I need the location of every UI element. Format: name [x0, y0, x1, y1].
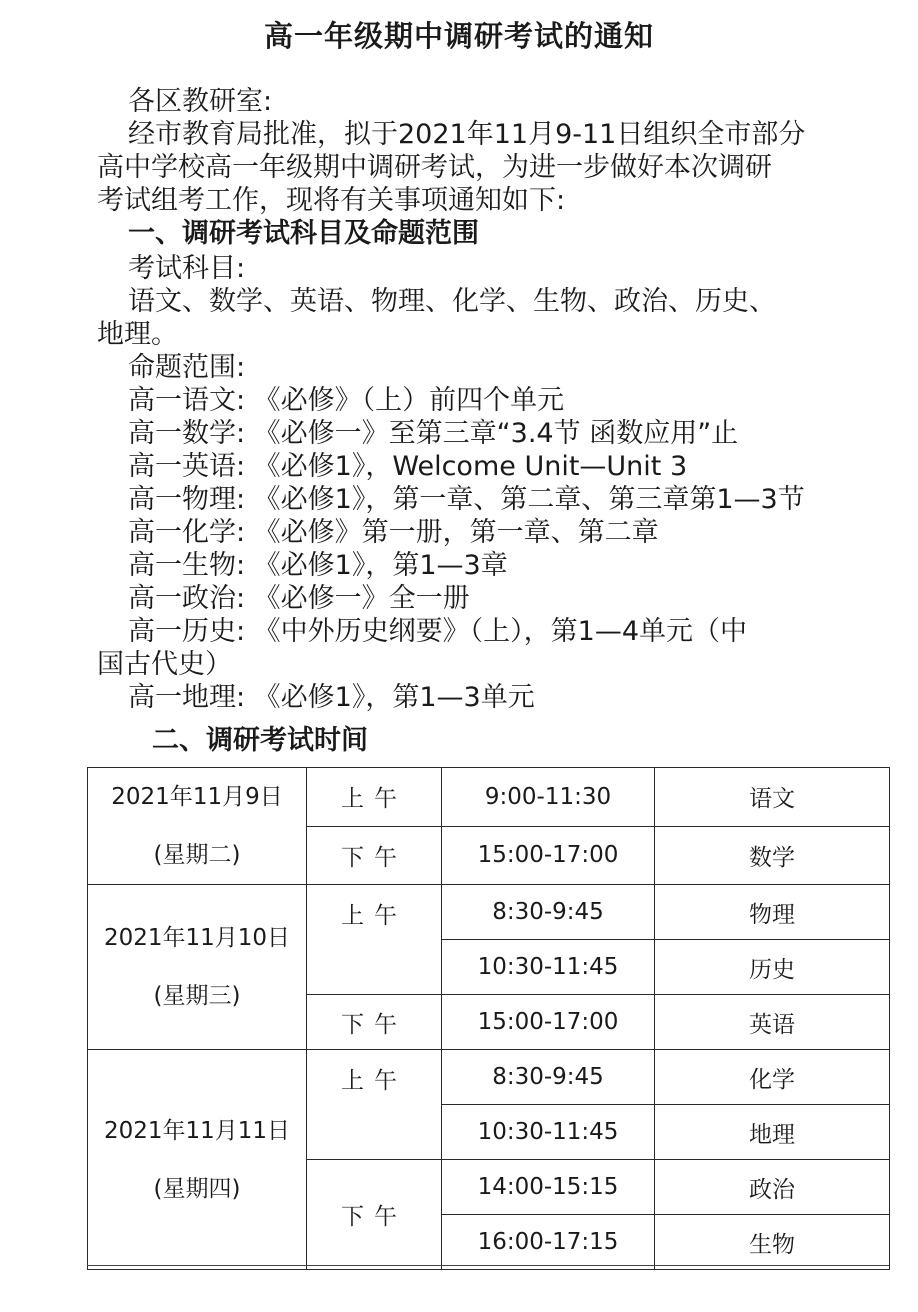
- scope-geography: 高一地理: 《必修1》，第1—3单元: [128, 682, 535, 713]
- scope-chemistry: 高一化学: 《必修》第一册，第一章、第二章: [128, 517, 659, 548]
- period-text: 上午: [341, 903, 407, 929]
- scope-history-cont: 国古代史）: [97, 649, 232, 680]
- document-title: 高一年级期中调研考试的通知: [263, 19, 654, 53]
- period-cell: [307, 768, 442, 827]
- table-row: [88, 768, 890, 827]
- scope-biology: 高一生物: 《必修1》，第1—3章: [128, 550, 508, 581]
- intro-line-3: 考试组考工作，现将有关事项通知如下:: [97, 185, 566, 216]
- date-cell: [88, 1050, 307, 1270]
- subject-cell: 化学: [655, 1050, 890, 1105]
- time-cell: 14:00-15:15: [442, 1160, 655, 1215]
- scope-label: 命题范围:: [128, 352, 246, 383]
- period-text: 上午: [341, 786, 407, 813]
- scope-physics: 高一物理: 《必修1》，第一章、第二章、第三章第1—3节: [128, 484, 805, 515]
- scope-history: 高一历史: 《中外历史纲要》（上），第1—4单元（中: [128, 616, 748, 647]
- subject-cell: 物理: [655, 885, 890, 940]
- time-cell: 15:00-17:00: [442, 826, 655, 885]
- scope-english: 高一英语: 《必修1》，Welcome Unit—Unit 3: [128, 451, 688, 482]
- time-cell: 10:30-11:45: [442, 1105, 655, 1160]
- weekday-text: (星期四): [153, 1175, 241, 1202]
- subject-cell: 政治: [655, 1160, 890, 1215]
- intro-line-1: 经市教育局批准，拟于2021年11月9-11日组织全市部分: [128, 119, 806, 150]
- period-cell: [307, 826, 442, 885]
- period-cell: [307, 995, 442, 1050]
- subject-cell: 数学: [655, 826, 890, 885]
- table-row: [88, 885, 890, 940]
- subject-cell: 历史: [655, 940, 890, 995]
- scope-math: 高一数学: 《必修一》至第三章“3.4节 函数应用”止: [128, 418, 739, 449]
- subjects-line-2: 地理。: [97, 319, 178, 350]
- page-bottom-rule: [87, 1265, 889, 1266]
- subject-cell: 地理: [655, 1105, 890, 1160]
- subject-cell: 语文: [655, 768, 890, 827]
- period-text: 下午: [341, 1011, 407, 1038]
- period-cell: [307, 885, 442, 995]
- weekday-text: (星期二): [153, 842, 241, 868]
- date-cell: [88, 768, 307, 885]
- scope-politics: 高一政治: 《必修一》全一册: [128, 583, 470, 614]
- period-text: 下午: [341, 1204, 407, 1230]
- period-cell: [307, 1050, 442, 1160]
- weekday-text: (星期三): [153, 983, 241, 1009]
- section1-heading: 一、调研考试科目及命题范围: [128, 218, 479, 249]
- date-cell: [88, 885, 307, 1050]
- intro-line-2: 高中学校高一年级期中调研考试，为进一步做好本次调研: [97, 152, 772, 183]
- time-cell: 9:00-11:30: [442, 768, 655, 827]
- section2-heading: 二、调研考试时间: [152, 725, 368, 756]
- scope-chinese: 高一语文: 《必修》（上）前四个单元: [128, 385, 565, 416]
- time-cell: 16:00-17:15: [442, 1215, 655, 1270]
- period-text: 下午: [341, 844, 407, 871]
- date-text: 2021年11月11日: [103, 1117, 291, 1144]
- table-row: [88, 1050, 890, 1105]
- period-text: 上午: [341, 1068, 407, 1094]
- period-cell: [307, 1160, 442, 1270]
- subject-cell: 英语: [655, 995, 890, 1050]
- salutation: 各区教研室:: [128, 86, 273, 117]
- subjects-label: 考试科目:: [128, 253, 246, 284]
- time-cell: 8:30-9:45: [442, 885, 655, 940]
- subject-cell: 生物: [655, 1215, 890, 1270]
- time-cell: 8:30-9:45: [442, 1050, 655, 1105]
- exam-schedule-table: [87, 767, 890, 1270]
- date-text: 2021年11月10日: [103, 925, 291, 951]
- time-cell: 15:00-17:00: [442, 995, 655, 1050]
- time-cell: 10:30-11:45: [442, 940, 655, 995]
- date-text: 2021年11月9日: [111, 784, 283, 810]
- subjects-line-1: 语文、数学、英语、物理、化学、生物、政治、历史、: [128, 286, 776, 317]
